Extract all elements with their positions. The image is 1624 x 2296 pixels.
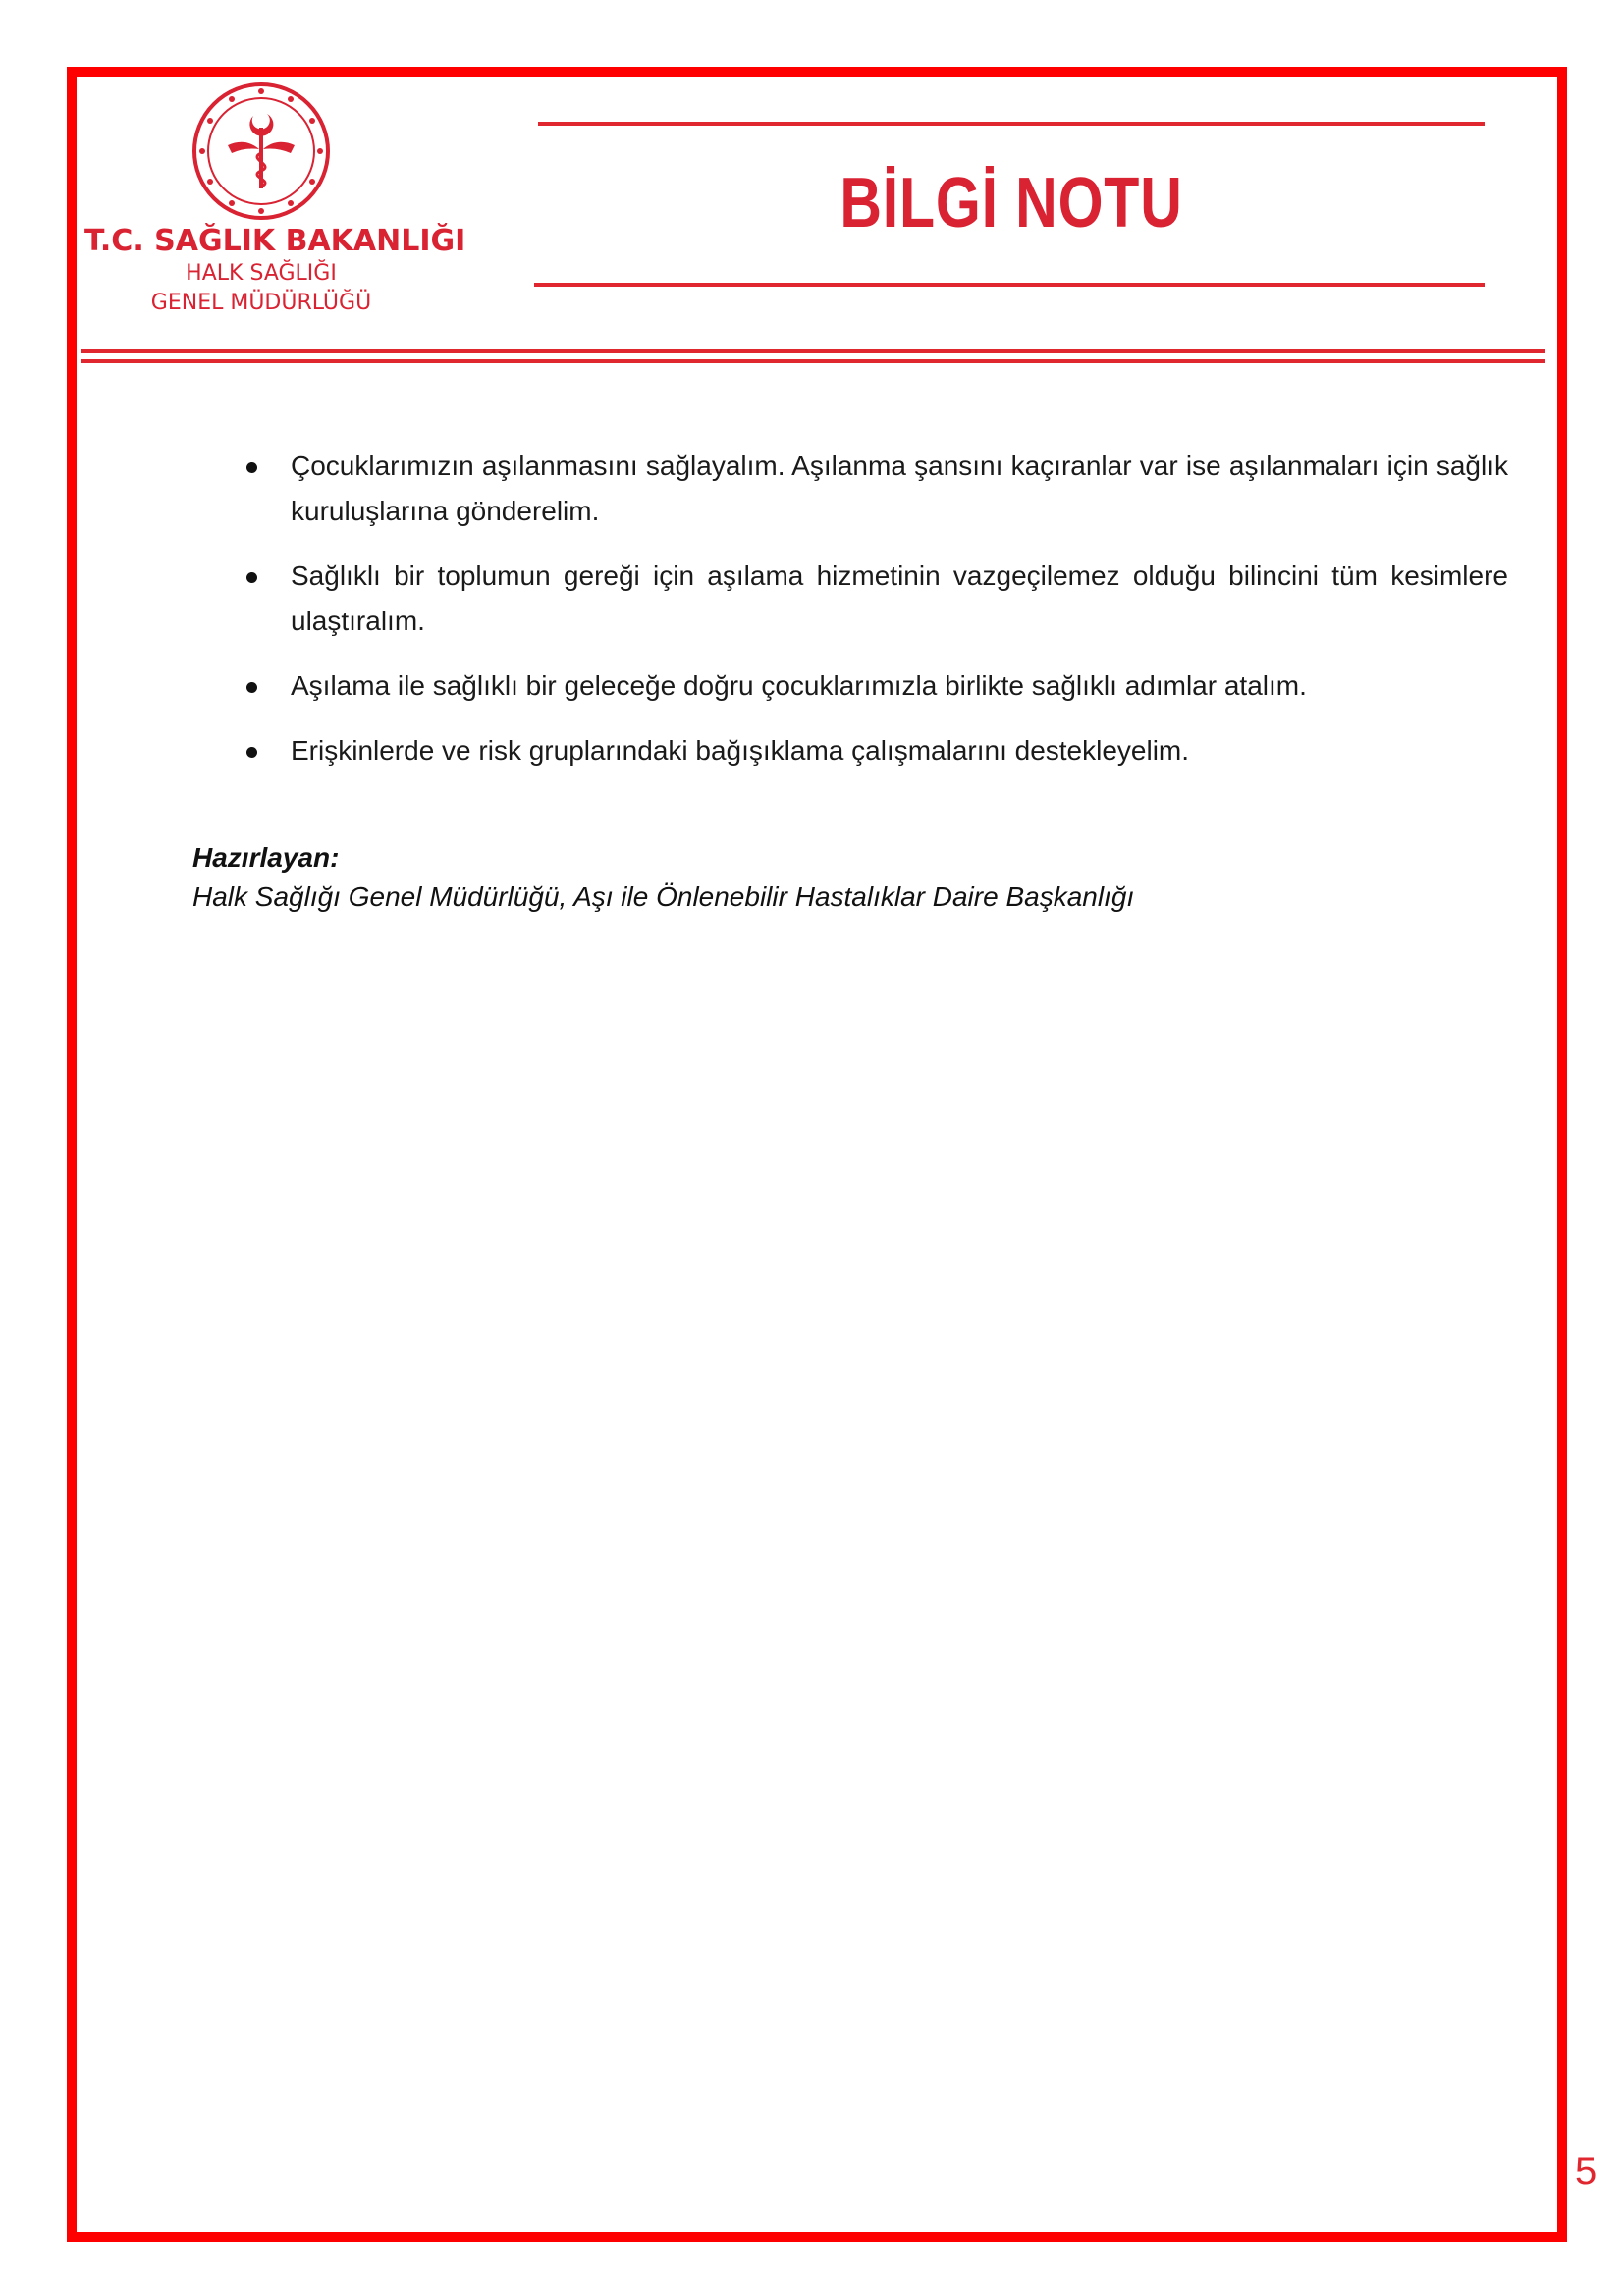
- organization-subtitle-line-1: HALK SAĞLIĞI: [186, 261, 337, 286]
- prepared-by-section: [192, 838, 1134, 917]
- prepared-by-value: Halk Sağlığı Genel Müdürlüğü, Aşı ile Önlenebilir Hastalıklar Daire Başkanlığı: [192, 881, 1135, 912]
- header-separator-line-1: [81, 349, 1545, 353]
- list-item: Sağlıklı bir toplumun gereği için aşılama hizmetinin vazgeçilemez olduğu bilincini tüm kesimlere ulaştıralım.: [232, 554, 1508, 644]
- title-rule-top: [538, 122, 1485, 126]
- ministry-logo: [84, 79, 466, 324]
- list-item: Aşılama ile sağlıklı bir geleceğe doğru çocuklarımızla birlikte sağlıklı adımlar atalım.: [232, 664, 1508, 709]
- list-item: Erişkinlerde ve risk gruplarındaki bağışıklama çalışmalarını destekleyelim.: [232, 728, 1508, 774]
- recommendation-list: [232, 444, 1508, 774]
- page-number: 5: [1575, 2150, 1597, 2193]
- prepared-by-label: Hazırlayan:: [192, 842, 340, 873]
- header-separator-line-2: [81, 359, 1545, 363]
- organization-subtitle-line-2: GENEL MÜDÜRLÜĞÜ: [150, 291, 372, 315]
- title-rule-bottom: [534, 283, 1485, 287]
- ministry-of-health-emblem-icon: [189, 79, 334, 224]
- document-title: BİLGİ NOTU: [839, 164, 1183, 242]
- organization-name: T.C. SAĞLIK BAKANLIĞI: [84, 224, 466, 258]
- list-item: Çocuklarımızın aşılanmasını sağlayalım. Aşılanma şansını kaçıranlar var ise aşılanmaları için sağlık kuruluşlarına gönderelim.: [232, 444, 1508, 534]
- body-content: [232, 444, 1508, 793]
- page-border-frame: [67, 67, 1567, 2242]
